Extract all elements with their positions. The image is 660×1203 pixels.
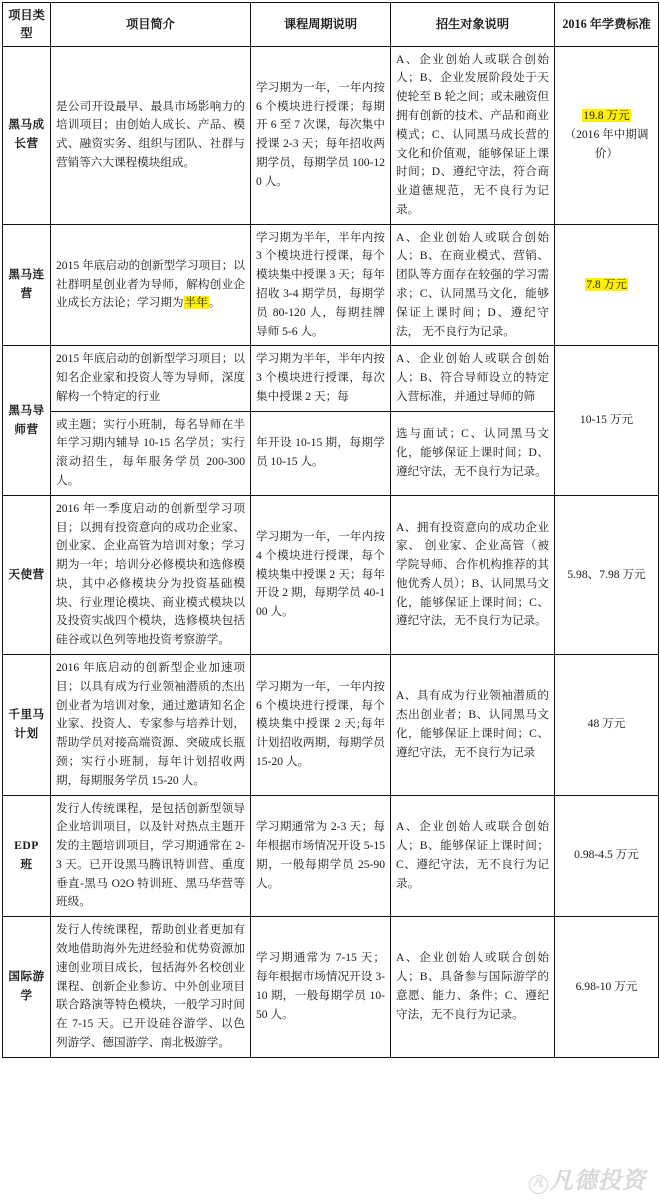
cell-audience: A、企业创始人或联合创始人；B、能够保证上课时间；C、遵纪守法，无不良行为记录。 bbox=[391, 795, 555, 917]
table-row bbox=[3, 795, 659, 917]
cell-fee bbox=[555, 46, 659, 224]
cell-program-type: 黑马导师营 bbox=[3, 346, 51, 495]
table-row bbox=[3, 495, 659, 654]
desc-text-after-highlight: 。 bbox=[208, 296, 221, 310]
cell-program-desc: 是公司开设最早、最具市场影响力的培训项目；由创始人成长、产品、模式、融资实务、组织与团队、社群与营销等六大课程模块组成。 bbox=[51, 46, 251, 224]
cell-program-type: 天使营 bbox=[3, 495, 51, 654]
cell-audience: A、企业创始人或联合创始人；B、在商业模式、营销、团队等方面存在较强的学习需求；C、认同黑马文化，能够保证上课时间；D、遵纪守法， 无不良行为记录。 bbox=[391, 224, 555, 346]
document-page bbox=[0, 2, 660, 1203]
cell-audience: A、企业创始人或联合创始人；B、符合导师设立的特定入营标准，并通过导师的筛 bbox=[391, 346, 555, 411]
cell-audience: A、企业创始人或联合创始人；B、企业发展阶段处于天使轮至 B 轮之间；或未融资但拥有创新的技术、产品和商业模式；C、认同黑马成长营的文化和价值观，能够保证上课时间；D、遵纪守法，符合商业道德规范，无不良行为记录。 bbox=[391, 46, 555, 224]
cell-course-cycle: 学习期为一年，一年内按 4 个模块进行授课，每个模块集中授课 2 天；每年开设 2 期，每期学员 40-100 人。 bbox=[251, 495, 391, 654]
fee-highlight: 7.8 万元 bbox=[586, 277, 627, 291]
cell-fee: 5.98、7.98 万元 bbox=[555, 495, 659, 654]
cell-course-cycle: 学习期为一年，一年内按 6 个模块进行授课，每个模块集中授课 2 天;每年计划招收两期，每期学员 15-20 人。 bbox=[251, 655, 391, 795]
cell-audience: A、企业创始人或联合创始人；B、具备参与国际游学的意愿、能力、条件；C、遵纪守法，无不良行为记录。 bbox=[391, 917, 555, 1057]
cell-program-desc: 2016 年一季度启动的创新型学习项目；以拥有投资意向的成功企业家、创业家、企业高管为培训对象；学习期为一年；培训分必修模块和选修模块，其中必修模块分为投资基础模块、行业理论模块、商业模式模块以及投资实战四个模块，选修模块包括硅谷或以色列等地投资考察游学。 bbox=[51, 495, 251, 654]
cell-course-cycle: 学习期为一年，一年内按 6 个模块进行授课；每期开 6 至 7 次课，每次集中授课 2-3 天；每年招收两期学员，每期学员 100-120 人。 bbox=[251, 46, 391, 224]
column-header-audience: 招生对象说明 bbox=[391, 3, 555, 47]
watermark bbox=[529, 1162, 646, 1195]
cell-program-type: EDP 班 bbox=[3, 795, 51, 917]
program-comparison-table bbox=[2, 2, 659, 1058]
cell-fee bbox=[555, 224, 659, 346]
cell-audience-continued: 选与面试；C、认同黑马文化，能够保证上课时间；D、遵纪守法，无不良行为记录。 bbox=[391, 411, 555, 495]
cell-program-desc: 2015 年底启动的创新型学习项目；以知名企业家和投资人等为导师，深度解构一个特定的行业 bbox=[51, 346, 251, 411]
cell-course-cycle-continued: 年开设 10-15 期，每期学员 10-15 人。 bbox=[251, 411, 391, 495]
cell-fee: 48 万元 bbox=[555, 655, 659, 795]
fee-highlight: 19.8 万元 bbox=[583, 108, 630, 122]
column-header-type: 项目类型 bbox=[3, 3, 51, 47]
fee-note: （2016 年中期调价） bbox=[564, 127, 649, 160]
cell-program-desc: 发行人传统课程，是包括创新型领导企业培训项目，以及针对热点主题开发的主题培训项目，学习期通常在 2-3 天。已开设黑马腾讯特训营、重度垂直-黑马 O2O 特训班、黑马华营等班级。 bbox=[51, 795, 251, 917]
column-header-cycle: 课程周期说明 bbox=[251, 3, 391, 47]
cell-course-cycle: 学习期为半年，半年内按 3 个模块进行授课，每次集中授课 2 天；每 bbox=[251, 346, 391, 411]
cell-program-desc bbox=[51, 224, 251, 346]
table-row bbox=[3, 655, 659, 795]
cell-program-type: 国际游学 bbox=[3, 917, 51, 1057]
cell-audience: A、拥有投资意向的成功企业家、 创业家、企业高管（被学院导师、合作机构推荐的其他优秀人员）；B、认同黑马文化，能够保证上课时间；C、遵纪守法，无不良行为记录。 bbox=[391, 495, 555, 654]
cell-program-type: 黑马成长营 bbox=[3, 46, 51, 224]
table-row bbox=[3, 917, 659, 1057]
watermark-logo-icon: 凡 bbox=[529, 1175, 548, 1194]
cell-audience: A、具有成为行业领袖潜质的杰出创业者；B、认同黑马文化，能够保证上课时间；C、遵纪守法，无不良行为记录 bbox=[391, 655, 555, 795]
cell-program-desc: 2016 年底启动的创新型企业加速项目；以具有成为行业领袖潜质的杰出创业者为培训对象，通过邀请知名企业家、投资人、专家参与培养计划，帮助学员对接高端资源、突破成长瓶颈；实行小班制，每年计划招收两期，每期服务学员 15-20 人。 bbox=[51, 655, 251, 795]
table-row bbox=[3, 46, 659, 224]
table-row bbox=[3, 346, 659, 411]
cell-course-cycle: 学习期为半年，半年内按 3 个模块进行授课，每个模块集中授课 3 天；每年招收 3-4 期学员，每期学员 80-120 人，每期挂牌导师 5-6 人。 bbox=[251, 224, 391, 346]
cell-fee: 6.98-10 万元 bbox=[555, 917, 659, 1057]
table-header-row bbox=[3, 3, 659, 47]
watermark-text: 凡德投资 bbox=[550, 1168, 646, 1193]
cell-fee: 10-15 万元 bbox=[555, 346, 659, 495]
cell-fee: 0.98-4.5 万元 bbox=[555, 795, 659, 917]
cell-program-desc-continued: 或主题；实行小班制，每名导师在半年学习期内辅导 10-15 名学员；实行滚动招生，每年服务学员 200-300 人。 bbox=[51, 411, 251, 495]
desc-text-before-highlight: 2015 年底启动的创新型学习项目；以社群明星创业者为导师，解构创业企业成长方法论；学习期为 bbox=[56, 258, 245, 310]
cell-course-cycle: 学习期通常为 2-3 天；每年根据市场情况开设 5-15 期，一般每期学员 25-90 人。 bbox=[251, 795, 391, 917]
cell-program-type: 黑马连营 bbox=[3, 224, 51, 346]
column-header-desc: 项目简介 bbox=[51, 3, 251, 47]
table-row bbox=[3, 224, 659, 346]
column-header-fee: 2016 年学费标准 bbox=[555, 3, 659, 47]
cell-course-cycle: 学习期通常为 7-15 天；每年根据市场情况开设 3-10 期，一般每期学员 10-50 人。 bbox=[251, 917, 391, 1057]
cell-program-type: 千里马计划 bbox=[3, 655, 51, 795]
cell-program-desc: 发行人传统课程，帮助创业者更加有效地借助海外先进经验和优势资源加速创业项目成长，包括海外名校创业课程、创新企业参访、中外创业项目联合路演等特色模块，一般学习时间在 7-15 天。已开设硅谷游学、以色列游学、德国游学、南北极游学。 bbox=[51, 917, 251, 1057]
desc-highlight: 半年 bbox=[184, 296, 208, 310]
